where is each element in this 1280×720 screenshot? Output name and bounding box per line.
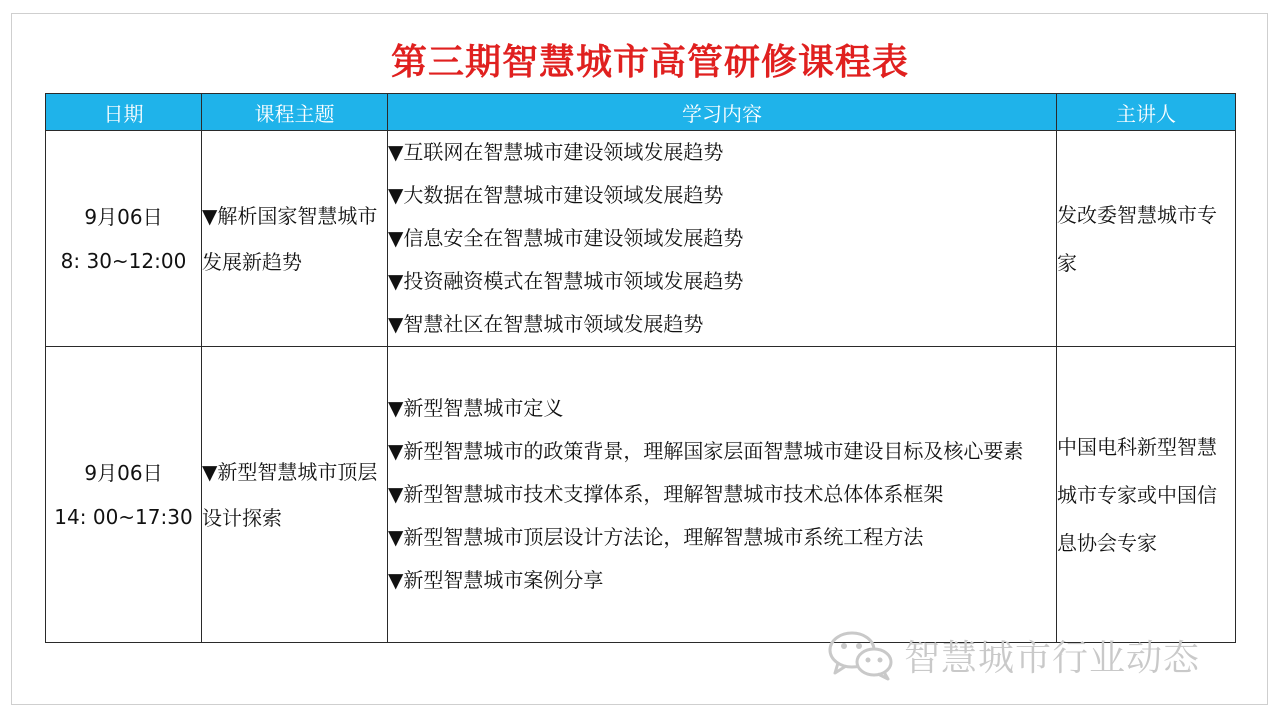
header-row xyxy=(46,94,1236,131)
content-item: ▼新型智慧城市技术支撑体系，理解智慧城市技术总体体系框架 xyxy=(388,482,944,506)
content-item: ▼大数据在智慧城市建设领域发展趋势 xyxy=(388,183,724,207)
schedule-table xyxy=(45,93,1236,643)
speaker-cell: 发改委智慧城市专家 xyxy=(1057,131,1236,347)
date-day: 9月06日 xyxy=(84,204,163,229)
date-cell xyxy=(46,131,202,347)
content-cell xyxy=(388,131,1057,347)
content-cell xyxy=(388,347,1057,643)
watermark xyxy=(826,625,1200,685)
header-date: 日期 xyxy=(46,94,202,131)
content-item: ▼投资融资模式在智慧城市领域发展趋势 xyxy=(388,269,744,293)
date-cell xyxy=(46,347,202,643)
content-item: ▼互联网在智慧城市建设领域发展趋势 xyxy=(388,140,724,164)
page-title: 第三期智慧城市高管研修课程表 xyxy=(390,42,909,83)
content-item: ▼新型智慧城市定义 xyxy=(388,396,564,420)
topic-cell: ▼解析国家智慧城市发展新趋势 xyxy=(202,131,388,347)
content-item: ▼新型智慧城市顶层设计方法论，理解智慧城市系统工程方法 xyxy=(388,525,924,549)
header-speaker: 主讲人 xyxy=(1057,94,1236,131)
speaker-cell: 中国电科新型智慧城市专家或中国信息协会专家 xyxy=(1057,347,1236,643)
topic-cell: ▼新型智慧城市顶层设计探索 xyxy=(202,347,388,643)
date-day: 9月06日 xyxy=(84,460,163,485)
header-content: 学习内容 xyxy=(388,94,1057,131)
header-topic: 课程主题 xyxy=(202,94,388,131)
date-time: 8: 30~12:00 xyxy=(60,248,187,273)
content-item: ▼新型智慧城市案例分享 xyxy=(388,568,604,592)
wechat-icon xyxy=(826,629,896,681)
date-time: 14: 00~17:30 xyxy=(54,504,193,529)
table-row xyxy=(46,131,1236,347)
table-row xyxy=(46,347,1236,643)
content-item: ▼新型智慧城市的政策背景，理解国家层面智慧城市建设目标及核心要素 xyxy=(388,439,1024,463)
content-item: ▼智慧社区在智慧城市领域发展趋势 xyxy=(388,312,704,336)
content-item: ▼信息安全在智慧城市建设领域发展趋势 xyxy=(388,226,744,250)
watermark-text: 智慧城市行业动态 xyxy=(904,637,1201,679)
